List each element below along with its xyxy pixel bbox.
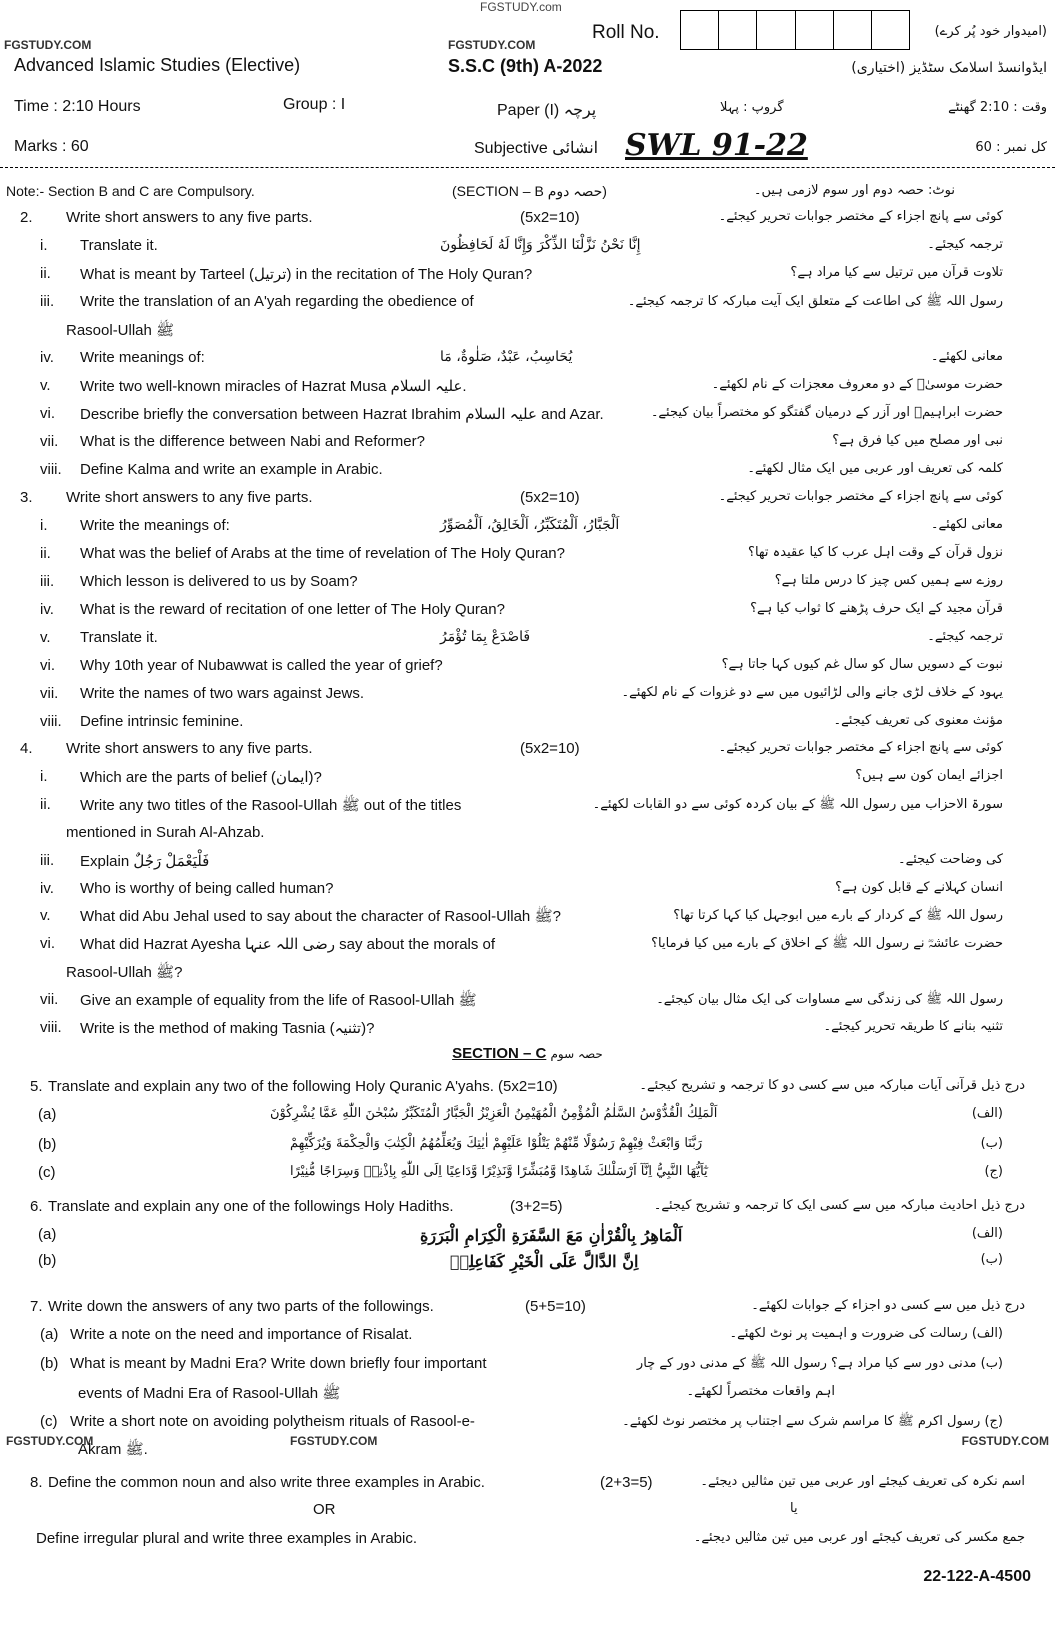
list-item bbox=[0, 963, 1055, 987]
part-number: vii. bbox=[40, 991, 59, 1008]
roll-no-label: Roll No. bbox=[592, 22, 660, 43]
roll-no-boxes[interactable] bbox=[680, 10, 910, 50]
part-number: iii. bbox=[40, 573, 55, 590]
part-number: v. bbox=[40, 377, 51, 394]
part-number: iii. bbox=[40, 293, 55, 310]
question-5-heading bbox=[0, 1078, 1055, 1102]
part-urdu: (ج) bbox=[984, 1164, 1003, 1179]
part-urdu: یہود کے خلاف لڑی جانے والی لڑائیوں میں سے دو غزوات کے نام لکھئے۔ bbox=[621, 685, 1003, 700]
part-urdu: رسول اللہ ﷺ کی اطاعت کے متعلق ایک آیت مبارکہ کا ترجمہ کیجئے۔ bbox=[627, 294, 1003, 309]
part-urdu: کی وضاحت کیجئے۔ bbox=[897, 852, 1003, 867]
part-text: Write a short note on avoiding polytheism rituals of Rasool-e- bbox=[70, 1413, 475, 1430]
list-item bbox=[0, 1106, 1055, 1130]
q-number: 3. bbox=[20, 489, 33, 506]
part-text: Write is the method of making Tasnia (تثنیہ)? bbox=[80, 1020, 375, 1037]
part-urdu: ترجمہ کیجئے۔ bbox=[927, 629, 1003, 644]
watermark: FGSTUDY.COM bbox=[290, 1434, 378, 1448]
part-urdu: مؤنث معنوی کی تعریف کیجئے۔ bbox=[833, 713, 1003, 728]
q-title-urdu: کوئی سے پانچ اجزاء کے مختصر جوابات تحریر کیجئے۔ bbox=[718, 489, 1003, 504]
part-urdu: نزول قرآن کے وقت اہل عرب کا کیا عقیدہ تھا؟ bbox=[748, 545, 1003, 560]
part-number: vi. bbox=[40, 405, 55, 422]
part-number: vi. bbox=[40, 935, 55, 952]
part-number: iv. bbox=[40, 349, 54, 366]
list-item bbox=[0, 461, 1055, 485]
part-number: ii. bbox=[40, 545, 51, 562]
list-item bbox=[0, 657, 1055, 681]
note-row bbox=[0, 183, 1055, 207]
q-title: Write short answers to any five parts. bbox=[66, 489, 313, 506]
question-8-heading bbox=[0, 1474, 1055, 1498]
q-number: 4. bbox=[20, 740, 33, 757]
part-text: What is meant by Madni Era? Write down briefly four important bbox=[70, 1355, 487, 1372]
section-c-urdu: حصہ سوم bbox=[550, 1047, 603, 1061]
q-title: Write short answers to any five parts. bbox=[66, 740, 313, 757]
part-text: What is the reward of recitation of one letter of The Holy Quran? bbox=[80, 601, 505, 618]
q-marks: (5x2=10) bbox=[520, 740, 580, 757]
list-item bbox=[0, 1226, 1055, 1250]
roll-note-urdu: (امیدوار خود پُر کرے) bbox=[934, 24, 1047, 39]
list-item bbox=[0, 1530, 1055, 1554]
q-marks: (5x2=10) bbox=[520, 209, 580, 226]
list-item bbox=[0, 433, 1055, 457]
question-7-heading bbox=[0, 1298, 1055, 1322]
part-text: Which are the parts of belief (ایمان)? bbox=[80, 769, 322, 786]
arabic-text: إِنَّا نَحْنُ نَزَّلْنَا الذِّكْرَ وَإِنَّا لَهُ لَحَافِظُونَ bbox=[440, 237, 641, 253]
list-item bbox=[0, 1326, 1055, 1350]
part-text: events of Madni Era of Rasool-Ullah ﷺ bbox=[78, 1385, 341, 1402]
part-number: (c) bbox=[40, 1413, 58, 1430]
marks-urdu: کل نمبر : 60 bbox=[975, 140, 1047, 155]
part-urdu: رسول اللہ ﷺ کی زندگی سے مساوات کی ایک مثال بیان کیجئے۔ bbox=[656, 992, 1003, 1007]
q-marks: (5x2=10) bbox=[520, 489, 580, 506]
q-title-urdu: درج ذیل میں سے کسی دو اجزاء کے جوابات لکھئے۔ bbox=[751, 1298, 1025, 1313]
list-item bbox=[0, 1355, 1055, 1379]
q-title: Translate and explain any one of the followings Holy Hadiths. bbox=[48, 1198, 454, 1215]
part-urdu: (ب) مدنی دور سے کیا مراد ہے؟ رسول اللہ ﷺ کے مدنی دور کے چار bbox=[636, 1356, 1003, 1371]
section-c-title: SECTION – C bbox=[452, 1045, 547, 1062]
part-number: (b) bbox=[38, 1252, 57, 1269]
arabic-text: فَاصْدَعْ بِمَا تُؤْمَرُ bbox=[440, 629, 531, 645]
list-item bbox=[0, 405, 1055, 429]
part-text: Which lesson is delivered to us by Soam? bbox=[80, 573, 358, 590]
list-item bbox=[0, 293, 1055, 317]
q-title-urdu: درج ذیل احادیث مبارکہ میں سے کسی ایک کا ترجمہ و تشریح کیجئے۔ bbox=[653, 1198, 1025, 1213]
part-number: vi. bbox=[40, 657, 55, 674]
or-row bbox=[0, 1501, 1055, 1525]
part-text: Define Kalma and write an example in Arabic. bbox=[80, 461, 383, 478]
part-number: ii. bbox=[40, 796, 51, 813]
part-number: i. bbox=[40, 517, 48, 534]
time-info: Time : 2:10 Hours bbox=[14, 98, 141, 115]
part-urdu: قرآن مجید کے ایک حرف پڑھنے کا ثواب کیا ہے؟ bbox=[750, 601, 1003, 616]
list-item bbox=[0, 852, 1055, 876]
or-label: OR bbox=[313, 1501, 336, 1518]
part-urdu: روزے سے ہمیں کس چیز کا درس ملتا ہے؟ bbox=[774, 573, 1003, 588]
list-item bbox=[0, 991, 1055, 1015]
part-urdu: حضرت ابراہیمؑ اور آزر کے درمیان گفتگو کو مختصراً بیان کیجئے۔ bbox=[650, 405, 1003, 420]
q-title-urdu: درج ذیل قرآنی آیات مبارکہ میں سے کسی دو کا ترجمہ و تشریح کیجئے۔ bbox=[639, 1078, 1025, 1093]
q-marks: (3+2=5) bbox=[510, 1198, 563, 1215]
paper-info: Paper (I) پرچہ bbox=[497, 102, 597, 119]
q-title-urdu: اسم نکرہ کی تعریف کیجئے اور عربی میں تین مثالیں دیجئے۔ bbox=[700, 1474, 1025, 1489]
part-urdu: حضرت عائشہؓ نے رسول اللہ ﷺ کے اخلاق کے بارے میں کیا فرمایا؟ bbox=[651, 936, 1003, 951]
part-text: What was the belief of Arabs at the time of revelation of The Holy Quran? bbox=[80, 545, 565, 562]
list-item bbox=[0, 237, 1055, 261]
part-text: Akram ﷺ. bbox=[78, 1441, 148, 1458]
arabic-text: اَلْجَبَّارُ، اَلْمُتَكَبِّرُ، اَلْخَالِقُ، اَلْمُصَوِّرُ bbox=[440, 517, 620, 533]
q-title: Define the common noun and also write three examples in Arabic. bbox=[48, 1474, 485, 1491]
list-item bbox=[0, 935, 1055, 959]
list-item bbox=[0, 1440, 1055, 1464]
divider bbox=[0, 167, 1055, 168]
list-item bbox=[0, 265, 1055, 289]
part-text: Rasool-Ullah ﷺ? bbox=[66, 964, 183, 981]
q-title-urdu: کوئی سے پانچ اجزاء کے مختصر جوابات تحریر کیجئے۔ bbox=[718, 209, 1003, 224]
part-number: iii. bbox=[40, 852, 55, 869]
arabic-text: اِنَّ الدَّالَّ عَلَى الْخَيْرِ كَفَاعِلِهٖ bbox=[450, 1252, 639, 1271]
list-item bbox=[0, 377, 1055, 401]
part-number: (b) bbox=[40, 1355, 59, 1372]
part-urdu: (ج) رسول اکرم ﷺ کا مراسم شرک سے اجتناب پر مختصر نوٹ لکھئے۔ bbox=[622, 1414, 1003, 1429]
question-2-heading bbox=[0, 209, 1055, 233]
part-number: (b) bbox=[38, 1136, 57, 1153]
part-number: iv. bbox=[40, 880, 54, 897]
part-text: Give an example of equality from the life of Rasool-Ullah ﷺ bbox=[80, 992, 477, 1009]
part-urdu: (ب) bbox=[980, 1252, 1003, 1267]
question-3-heading bbox=[0, 489, 1055, 513]
list-item bbox=[0, 824, 1055, 848]
part-urdu: حضرت موسیٰؑ کے دو معروف معجزات کے نام لکھئے۔ bbox=[711, 377, 1003, 392]
part-number: vii. bbox=[40, 685, 59, 702]
part-text: Rasool-Ullah ﷺ bbox=[66, 322, 175, 339]
part-text: What did Abu Jehal used to say about the character of Rasool-Ullah ﷺ? bbox=[80, 908, 561, 925]
list-item bbox=[0, 1384, 1055, 1408]
q-marks: (2+3=5) bbox=[600, 1474, 653, 1491]
part-text: Who is worthy of being called human? bbox=[80, 880, 334, 897]
marks-info: Marks : 60 bbox=[14, 138, 89, 155]
part-urdu: (الف) bbox=[971, 1226, 1003, 1241]
part-urdu: تثنیہ بنانے کا طریقہ تحریر کیجئے۔ bbox=[823, 1019, 1003, 1034]
watermark: FGSTUDY.COM bbox=[6, 1434, 94, 1448]
part-text: What is the difference between Nabi and Reformer? bbox=[80, 433, 425, 450]
part-text: What did Hazrat Ayesha رضی اللہ عنہا say about the morals of bbox=[80, 936, 496, 953]
list-item bbox=[0, 1413, 1055, 1437]
part-number: (c) bbox=[38, 1164, 56, 1181]
part-urdu: معانی لکھئے۔ bbox=[930, 517, 1003, 532]
part-text: Why 10th year of Nubawwat is called the year of grief? bbox=[80, 657, 443, 674]
part-urdu: (ب) bbox=[980, 1136, 1003, 1151]
part-number: i. bbox=[40, 768, 48, 785]
q-number: 8. bbox=[30, 1474, 43, 1491]
list-item bbox=[0, 601, 1055, 625]
subjective-label: Subjective انشائی bbox=[474, 140, 599, 157]
part-number: viii. bbox=[40, 713, 62, 730]
list-item bbox=[0, 1252, 1055, 1276]
list-item bbox=[0, 796, 1055, 820]
list-item bbox=[0, 517, 1055, 541]
group-urdu: گروپ : پہلا bbox=[720, 100, 784, 115]
arabic-text: اَلْمَلِكُ الْقُدُّوْسُ السَّلٰمُ الْمُؤْمِنُ الْمُهَيْمِنُ الْعَزِيْزُ الْجَبَّارُ الْمُتَكَبِّرُ سُبْحٰنَ اللّٰهِ عَمَّا يُشْرِكُوْنَ bbox=[270, 1106, 718, 1121]
list-item bbox=[0, 685, 1055, 709]
arabic-text: يُحَاسِبُ، عَبْدٌ، صَلٰوةٌ، مَا bbox=[440, 349, 573, 365]
part-text: Define intrinsic feminine. bbox=[80, 713, 244, 730]
part-text: Write meanings of: bbox=[80, 349, 205, 366]
part-urdu: رسول اللہ ﷺ کے کردار کے بارے میں ابوجہل کیا کہا کرتا تھا؟ bbox=[673, 908, 1003, 923]
part-text: Write the meanings of: bbox=[80, 517, 230, 534]
handwritten-code: SWL 91-22 bbox=[625, 128, 808, 163]
part-text: mentioned in Surah Al-Ahzab. bbox=[66, 824, 265, 841]
alt-question-urdu: جمع مکسر کی تعریف کیجئے اور عربی میں تین مثالیں دیجئے۔ bbox=[693, 1530, 1025, 1545]
part-text: Write a note on the need and importance of Risalat. bbox=[70, 1326, 413, 1343]
note-urdu: نوٹ: حصہ دوم اور سوم لازمی ہیں۔ bbox=[753, 183, 955, 198]
q-number: 2. bbox=[20, 209, 33, 226]
part-number: (a) bbox=[38, 1226, 57, 1243]
part-urdu: (الف) bbox=[971, 1106, 1003, 1121]
part-text: Translate it. bbox=[80, 237, 158, 254]
watermark: FGSTUDY.com bbox=[480, 0, 562, 14]
part-text: Describe briefly the conversation between Hazrat Ibrahim علیہ السلام and Azar. bbox=[80, 406, 604, 423]
section-b-heading: (SECTION – B حصہ دوم) bbox=[452, 183, 607, 199]
part-urdu: اجزائے ایمان کون سے ہیں؟ bbox=[855, 768, 1003, 783]
part-urdu: تلاوت قرآن میں ترتیل سے کیا مراد ہے؟ bbox=[790, 265, 1003, 280]
part-text: Write two well-known miracles of Hazrat Musa علیہ السلام. bbox=[80, 378, 467, 395]
part-urdu: سورۃ الاحزاب میں رسول اللہ ﷺ کے بیان کردہ کوئی سے دو القابات لکھئے۔ bbox=[592, 797, 1003, 812]
q-number: 6. bbox=[30, 1198, 43, 1215]
part-number: ii. bbox=[40, 265, 51, 282]
list-item bbox=[0, 880, 1055, 904]
q-number: 5. bbox=[30, 1078, 43, 1095]
list-item bbox=[0, 1019, 1055, 1043]
exam-title: S.S.C (9th) A-2022 bbox=[448, 56, 603, 76]
part-text: Write any two titles of the Rasool-Ullah ﷺ out of the titles bbox=[80, 797, 462, 814]
q-title: Translate and explain any two of the following Holy Quranic A'yahs. (5x2=10) bbox=[48, 1078, 558, 1095]
arabic-text: يٰٓاَيُّهَا النَّبِيُّ اِنَّآ اَرْسَلْنٰكَ شَاهِدًا وَّمُبَشِّرًا وَّنَذِيْرًا وَّدَاعِيًا اِلَى اللّٰهِ بِاِذْنِهٖ وَسِرَاجًا مُّنِيْرًا bbox=[290, 1164, 708, 1179]
part-number: v. bbox=[40, 629, 51, 646]
part-text: Explain فَلْيَعْمَلْ رَجُلٌ bbox=[80, 853, 210, 870]
q-title-urdu: کوئی سے پانچ اجزاء کے مختصر جوابات تحریر کیجئے۔ bbox=[718, 740, 1003, 755]
watermark: FGSTUDY.COM bbox=[4, 38, 92, 52]
part-urdu: نبی اور مصلح میں کیا فرق ہے؟ bbox=[832, 433, 1003, 448]
list-item bbox=[0, 349, 1055, 373]
time-urdu: وقت : 2:10 گھنٹے bbox=[948, 100, 1047, 115]
list-item bbox=[0, 573, 1055, 597]
group-info: Group : I bbox=[283, 96, 346, 113]
question-6-heading bbox=[0, 1198, 1055, 1222]
subject-title: Advanced Islamic Studies (Elective) bbox=[14, 55, 301, 75]
part-text: What is meant by Tarteel (ترتیل) in the recitation of The Holy Quran? bbox=[80, 266, 533, 283]
q-title: Write short answers to any five parts. bbox=[66, 209, 313, 226]
watermark: FGSTUDY.COM bbox=[448, 38, 536, 52]
part-text: Write the names of two wars against Jews. bbox=[80, 685, 365, 702]
part-text: Translate it. bbox=[80, 629, 158, 646]
q-title: Write down the answers of any two parts of the followings. bbox=[48, 1298, 434, 1315]
part-urdu: کلمہ کی تعریف اور عربی میں ایک مثال لکھئے۔ bbox=[747, 461, 1003, 476]
part-urdu: معانی لکھئے۔ bbox=[930, 349, 1003, 364]
part-number: (a) bbox=[38, 1106, 57, 1123]
part-urdu: (الف) رسالت کی ضرورت و اہمیت پر نوٹ لکھئے۔ bbox=[729, 1326, 1003, 1341]
part-number: v. bbox=[40, 907, 51, 924]
list-item bbox=[0, 321, 1055, 345]
part-number: i. bbox=[40, 237, 48, 254]
or-label-urdu: یا bbox=[790, 1501, 798, 1516]
subject-title-urdu: ایڈوانسڈ اسلامک سٹڈیز (اختیاری) bbox=[851, 60, 1047, 76]
note-text: Note:- Section B and C are Compulsory. bbox=[6, 183, 255, 199]
paper-code: 22-122-A-4500 bbox=[923, 1568, 1031, 1585]
watermark: FGSTUDY.COM bbox=[961, 1434, 1049, 1448]
section-c-heading bbox=[0, 1045, 1055, 1069]
part-urdu: نبوت کے دسویں سال کو سال غم کیوں کہا جاتا ہے؟ bbox=[721, 657, 1003, 672]
part-urdu: اہم واقعات مختصراً لکھئے۔ bbox=[686, 1384, 835, 1399]
part-number: viii. bbox=[40, 461, 62, 478]
part-number: vii. bbox=[40, 433, 59, 450]
list-item bbox=[0, 545, 1055, 569]
list-item bbox=[0, 1164, 1055, 1188]
list-item bbox=[0, 1136, 1055, 1160]
part-number: viii. bbox=[40, 1019, 62, 1036]
q-marks: (5+5=10) bbox=[525, 1298, 586, 1315]
part-urdu: ترجمہ کیجئے۔ bbox=[927, 237, 1003, 252]
alt-question: Define irregular plural and write three examples in Arabic. bbox=[36, 1530, 418, 1547]
part-text: Write the translation of an A'yah regarding the obedience of bbox=[80, 293, 474, 310]
list-item bbox=[0, 907, 1055, 931]
arabic-text: رَبَّنَا وَابْعَثْ فِيْهِمْ رَسُوْلًا مِّنْهُمْ يَتْلُوْا عَلَيْهِمْ اٰيٰتِكَ وَيُعَلِّمُهُمُ الْكِتٰبَ وَالْحِكْمَةَ وَيُزَكِّيْهِمْ bbox=[290, 1136, 703, 1151]
part-urdu: انسان کہلانے کے قابل کون ہے؟ bbox=[835, 880, 1003, 895]
list-item bbox=[0, 629, 1055, 653]
question-4-heading bbox=[0, 740, 1055, 764]
q-number: 7. bbox=[30, 1298, 43, 1315]
list-item bbox=[0, 713, 1055, 737]
list-item bbox=[0, 768, 1055, 792]
part-number: (a) bbox=[40, 1326, 59, 1343]
part-number: iv. bbox=[40, 601, 54, 618]
arabic-text: اَلْمَاهِرُ بِالْقُرْاٰنِ مَعَ السَّفَرَةِ الْكِرَامِ الْبَرَرَةِ bbox=[420, 1226, 683, 1245]
